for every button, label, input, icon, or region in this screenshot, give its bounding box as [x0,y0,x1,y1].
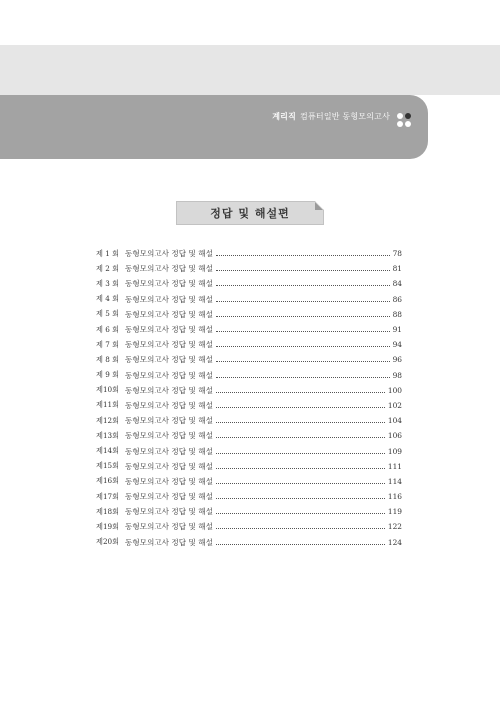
toc-row[interactable] [96,368,402,383]
toc-label: 동형모의고사 정답 및 해설 [125,492,213,502]
toc-row[interactable] [96,398,402,413]
toc-number: 제 5 회 [96,309,120,319]
toc-row[interactable] [96,246,402,261]
toc-number: 제11회 [96,400,120,410]
toc-label: 동형모의고사 정답 및 해설 [125,309,213,319]
toc-label: 동형모의고사 정답 및 해설 [125,522,213,532]
toc-label: 동형모의고사 정답 및 해설 [125,264,213,274]
toc-number: 제 3 회 [96,278,120,288]
toc-number: 제14회 [96,446,120,456]
toc-row[interactable] [96,292,402,307]
toc-page-number: 116 [387,492,402,502]
toc-label: 동형모의고사 정답 및 해설 [125,431,213,441]
toc-number: 제13회 [96,430,120,440]
toc-leader-dots [216,453,385,454]
folded-corner-shadow [315,202,323,210]
toc-leader-dots [216,392,385,393]
toc-row[interactable] [96,489,402,504]
toc-leader-dots [216,468,385,469]
toc-leader-dots [216,346,390,347]
section-title: 정답 및 해설편 [210,207,290,220]
toc-row[interactable] [96,428,402,443]
toc-row[interactable] [96,443,402,458]
toc-leader-dots [216,270,390,271]
toc-row[interactable] [96,413,402,428]
toc-row[interactable] [96,519,402,534]
toc-row[interactable] [96,383,402,398]
toc-label: 동형모의고사 정답 및 해설 [125,355,213,365]
toc-label: 동형모의고사 정답 및 해설 [125,385,213,395]
toc-leader-dots [216,285,390,286]
toc-leader-dots [216,513,385,514]
toc-leader-dots [216,301,390,302]
toc-label: 동형모의고사 정답 및 해설 [125,416,213,426]
toc-number: 제 9 회 [96,370,120,380]
toc-page-number: 98 [392,370,402,380]
section-title-box [176,201,324,225]
toc-row[interactable] [96,307,402,322]
toc-leader-dots [216,255,390,256]
toc-number: 제10회 [96,385,120,395]
toc-label: 동형모의고사 정답 및 해설 [125,400,213,410]
toc-row[interactable] [96,504,402,519]
toc-label: 동형모의고사 정답 및 해설 [125,279,213,289]
toc-page-number: 119 [387,507,402,517]
toc-page-number: 100 [387,385,402,395]
toc-leader-dots [216,422,385,423]
toc-number: 제19회 [96,521,120,531]
toc-page-number: 114 [387,476,402,486]
toc-row[interactable] [96,474,402,489]
toc-row[interactable] [96,322,402,337]
toc-label: 동형모의고사 정답 및 해설 [125,476,213,486]
toc-number: 제 6 회 [96,324,120,334]
toc-page-number: 104 [387,416,402,426]
toc-page-number: 91 [392,325,402,335]
toc-number: 제 7 회 [96,339,120,349]
toc-page-number: 81 [392,264,402,274]
toc-leader-dots [216,407,385,408]
header-title-rest: 컴퓨터일반 동형모의고사 [300,112,390,121]
toc-row[interactable] [96,261,402,276]
toc-label: 동형모의고사 정답 및 해설 [125,446,213,456]
header-bar [0,95,428,159]
top-gray-band [0,45,500,95]
toc-page-number: 111 [387,461,402,471]
toc-leader-dots [216,483,385,484]
toc-label: 동형모의고사 정답 및 해설 [125,370,213,380]
toc-page-number: 84 [392,279,402,289]
toc-row[interactable] [96,276,402,291]
toc-leader-dots [216,316,390,317]
toc-page-number: 94 [392,340,402,350]
toc-label: 동형모의고사 정답 및 해설 [125,325,213,335]
toc-label: 동형모의고사 정답 및 해설 [125,249,213,259]
toc-label: 동형모의고사 정답 및 해설 [125,537,213,547]
toc-row[interactable] [96,459,402,474]
toc-number: 제15회 [96,461,120,471]
toc-row[interactable] [96,352,402,367]
toc-row[interactable] [96,337,402,352]
toc-page-number: 124 [387,537,402,547]
toc-leader-dots [216,377,390,378]
toc-leader-dots [216,437,385,438]
toc-label: 동형모의고사 정답 및 해설 [125,294,213,304]
toc-row[interactable] [96,535,402,550]
toc-label: 동형모의고사 정답 및 해설 [125,507,213,517]
toc-number: 제18회 [96,506,120,516]
toc-label: 동형모의고사 정답 및 해설 [125,340,213,350]
toc-leader-dots [216,544,385,545]
toc-page-number: 102 [387,400,402,410]
toc-leader-dots [216,331,390,332]
table-of-contents [96,246,402,550]
toc-page-number: 96 [392,355,402,365]
toc-label: 동형모의고사 정답 및 해설 [125,461,213,471]
toc-number: 제20회 [96,537,120,547]
toc-number: 제 1 회 [96,248,120,258]
toc-page-number: 106 [387,431,402,441]
toc-number: 제12회 [96,415,120,425]
toc-number: 제16회 [96,476,120,486]
toc-page-number: 78 [392,249,402,259]
toc-page-number: 88 [392,309,402,319]
toc-leader-dots [216,361,390,362]
toc-number: 제 2 회 [96,263,120,273]
toc-number: 제 4 회 [96,294,120,304]
toc-page-number: 122 [387,522,402,532]
toc-page-number: 86 [392,294,402,304]
header-title-bold: 계리직 [272,112,297,121]
toc-number: 제17회 [96,491,120,501]
toc-leader-dots [216,528,385,529]
toc-leader-dots [216,498,385,499]
toc-page-number: 109 [387,446,402,456]
toc-number: 제 8 회 [96,354,120,364]
